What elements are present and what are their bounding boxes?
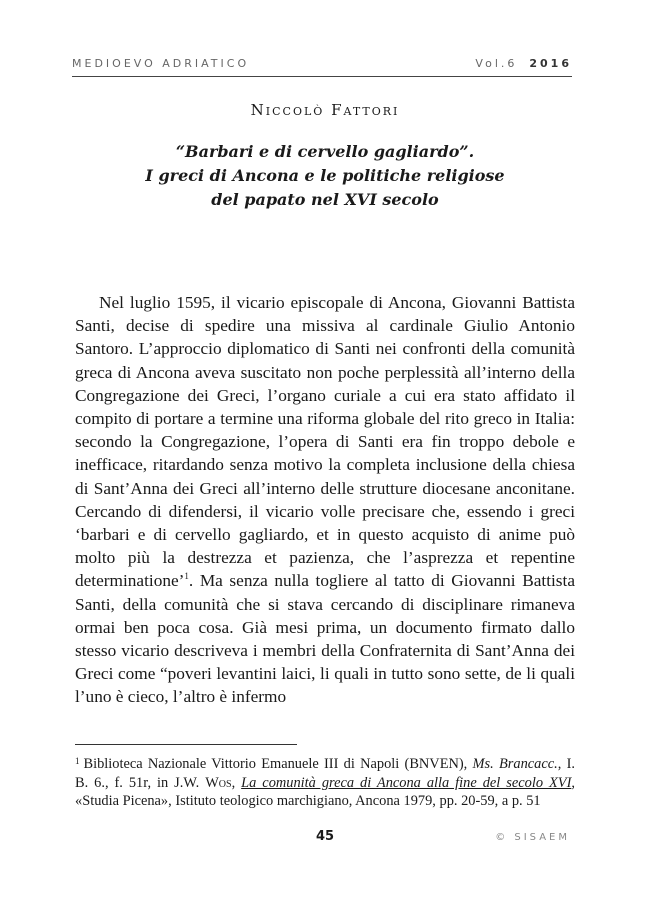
volume-number: Vol.6 xyxy=(475,57,518,70)
footnote-reference[interactable]: 1 xyxy=(184,571,189,582)
copyright-mark: © SISAEM xyxy=(495,832,570,843)
volume-year: 2016 xyxy=(529,57,572,70)
footnote-text-2: , I. B. 6., f. 51r, in J.W. xyxy=(75,756,575,791)
footnote-manuscript: Ms. Brancacc. xyxy=(472,756,558,772)
footnote-author: Wos xyxy=(205,774,232,791)
article-title xyxy=(0,140,650,212)
title-line-1: “Barbari e di cervello gagliardo”. xyxy=(175,142,475,161)
footnote-text-1: Biblioteca Nazionale Vittorio Emanuele III di Napoli (BNVEN), xyxy=(83,756,473,772)
article-author: Niccolò Fattori xyxy=(250,101,400,119)
footnote xyxy=(75,752,575,811)
footnote-separator xyxy=(75,744,297,745)
footnote-text-4: , «Studia Picena», Istituto teologico marchigiano, Ancona 1979, pp. 20-59, a p. 51 xyxy=(75,774,575,809)
running-header xyxy=(72,56,572,77)
journal-name: MEDIOEVO ADRIATICO xyxy=(72,57,250,70)
title-line-3: del papato nel XVI secolo xyxy=(211,190,439,209)
footnote-work-title[interactable]: La comunità greca di Ancona alla fine del secolo XVI xyxy=(241,774,572,791)
volume-info xyxy=(475,57,572,70)
footnote-number: 1 xyxy=(75,756,80,766)
paragraph-text-after-note: . Ma senza nulla togliere al tatto di Giovanni Battista Santi, della comunità che si stava cercando di disciplinare rimaneva ormai ben poca cosa. Già mesi prima, un documento firmato dallo stesso vicario descriveva i membri della Confraternita di Sant’Anna dei Greci come “poveri levantini laici, li quali in tutto sono sette, de li quali l’uno è cieco, l’altro è infermo xyxy=(75,571,575,707)
footnote-text-3: , xyxy=(231,774,242,791)
body-paragraph xyxy=(75,291,575,709)
paragraph-text-before-note: Nel luglio 1595, il vicario episcopale di Ancona, Giovanni Battista Santi, decise di spedire una missiva al cardinale Giulio Antonio Santoro. L’approccio diplomatico di Santi nei confronti della comunità greca di Ancona aveva suscitato non poche perplessità all’interno della Congregazione dei Greci, l’organo curiale a cui era stato affidato il compito di portare a termine una riforma globale del rito greco in Italia: secondo la Congregazione, l’opera di Santi era fin troppo debole e inefficace, ritardando senza motivo la completa inclusione della chiesa di Sant’Anna dei Greci all’interno delle strutture diocesane anconitane. Cercando di difendersi, il vicario volle precisare che, essendo i greci ‘barbari e di cervello gagliardo, et in questo acquisto di anime può molto più la destrezza et pazienza, che l’asprezza et repentine determinatione’ xyxy=(75,293,575,591)
title-line-2: I greci di Ancona e le politiche religiose xyxy=(145,166,505,185)
page-number: 45 xyxy=(315,829,335,844)
